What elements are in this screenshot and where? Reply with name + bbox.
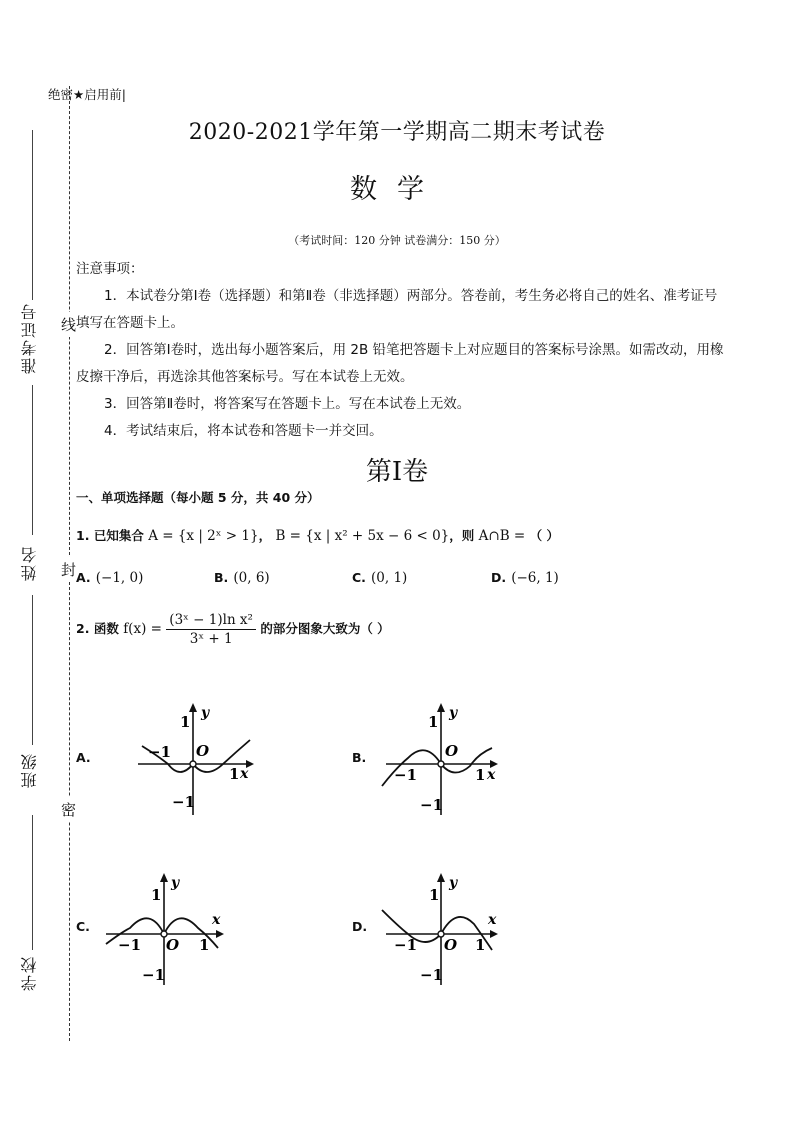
x-axis-label: x bbox=[487, 767, 496, 783]
tick-y-top: 1 bbox=[428, 713, 439, 731]
intersection-expr: A∩B = bbox=[478, 528, 526, 544]
origin-label: O bbox=[444, 936, 458, 954]
margin-label-exam-number: 准考证号 bbox=[20, 302, 39, 374]
option-c[interactable] bbox=[352, 567, 407, 586]
x-axis-arrow bbox=[216, 930, 224, 938]
tick-y-bottom: −1 bbox=[420, 966, 444, 984]
question-1-stem bbox=[76, 526, 559, 544]
y-axis-label: y bbox=[449, 705, 458, 721]
function-lhs: f(x) = bbox=[123, 621, 162, 637]
graph-a[interactable] bbox=[130, 700, 260, 820]
x-axis-label: x bbox=[240, 766, 249, 782]
question-number: 1. bbox=[76, 528, 90, 543]
seal-char-secret: 密 bbox=[61, 797, 76, 822]
notice-item-1: 1．本试卷分第Ⅰ卷（选择题）和第Ⅱ卷（非选择题）两部分。答卷前，考生务必将自己的姓名、准考证号填写在答题卡上。 bbox=[76, 288, 718, 331]
option-label: D. bbox=[491, 570, 507, 585]
question-text: 的部分图象大致为（ ） bbox=[260, 621, 390, 636]
x-axis-label: x bbox=[212, 912, 221, 928]
graph-c[interactable] bbox=[100, 870, 230, 990]
tick-y-bottom: −1 bbox=[172, 793, 196, 811]
question-2-stem bbox=[76, 612, 390, 647]
x-axis-label: x bbox=[488, 912, 497, 928]
notice-item-4: 4．考试结束后，将本试卷和答题卡一并交回。 bbox=[104, 423, 383, 439]
set-b: B = {x | x² + 5x − 6 < 0} bbox=[275, 528, 450, 544]
y-axis-arrow bbox=[437, 873, 445, 882]
tick-y-bottom: −1 bbox=[142, 966, 166, 984]
notice-heading: 注意事项： bbox=[76, 261, 144, 277]
question-number: 2. bbox=[76, 621, 90, 636]
y-axis-arrow bbox=[437, 703, 445, 712]
graph-b[interactable] bbox=[378, 700, 508, 820]
exam-info: （考试时间：120 分钟 试卷满分：150 分） bbox=[288, 234, 506, 247]
tick-y-top: 1 bbox=[429, 886, 440, 904]
margin-underline-class bbox=[32, 595, 33, 745]
question-text: 已知集合 bbox=[93, 528, 144, 543]
graph-d[interactable] bbox=[378, 870, 508, 990]
question-text: 函数 bbox=[93, 621, 119, 636]
exam-title: 2020-2021学年第一学期高二期末考试卷 bbox=[188, 120, 606, 145]
option-value: (−1, 0) bbox=[95, 570, 144, 586]
option-value: (0, 1) bbox=[371, 570, 408, 586]
set-a: A = {x | 2ˣ > 1} bbox=[148, 528, 259, 544]
tick-x-left: −1 bbox=[118, 936, 142, 954]
option-label: C. bbox=[352, 570, 366, 585]
tick-x-left: −1 bbox=[394, 936, 418, 954]
fraction-numerator: (3ˣ − 1)ln x² bbox=[166, 612, 256, 630]
tick-x-right: 1 bbox=[229, 765, 240, 783]
function-fraction bbox=[166, 612, 256, 647]
graph-option-a-label[interactable]: A. bbox=[76, 750, 91, 765]
tick-y-top: 1 bbox=[180, 713, 191, 731]
option-value: (−6, 1) bbox=[511, 570, 559, 586]
option-d[interactable] bbox=[491, 567, 559, 586]
tick-y-bottom: −1 bbox=[420, 796, 444, 814]
x-axis-arrow bbox=[490, 930, 498, 938]
question-text: ，则 bbox=[449, 528, 475, 543]
graph-option-d-label[interactable]: D. bbox=[352, 919, 368, 934]
origin-label: O bbox=[196, 742, 210, 760]
notice-item-2: 2．回答第Ⅰ卷时，选出每小题答案后，用 2B 铅笔把答题卡上对应题目的答案标号涂黑。如需改动，用橡皮擦干净后，再选涂其他答案标号。写在本试卷上无效。 bbox=[76, 342, 724, 385]
origin-label: O bbox=[166, 936, 180, 954]
answer-paren: （ ） bbox=[529, 528, 559, 543]
y-axis-label: y bbox=[201, 705, 210, 721]
seal-char-line: 线 bbox=[61, 312, 76, 337]
seal-char-seal: 封 bbox=[61, 557, 76, 582]
option-value: (0, 6) bbox=[233, 570, 270, 586]
volume-title: 第Ⅰ卷 bbox=[365, 457, 429, 487]
tick-x-right: 1 bbox=[475, 766, 486, 784]
option-label: B. bbox=[214, 570, 229, 585]
tick-x-right: 1 bbox=[199, 936, 210, 954]
margin-underline-exam-number bbox=[32, 130, 33, 300]
graph-option-b-label[interactable]: B. bbox=[352, 750, 367, 765]
option-b[interactable] bbox=[214, 567, 270, 586]
y-axis-arrow bbox=[189, 703, 197, 712]
subject-title: 数学 bbox=[350, 174, 444, 205]
option-label: A. bbox=[76, 570, 91, 585]
tick-y-top: 1 bbox=[151, 886, 162, 904]
margin-label-name: 姓名 bbox=[20, 545, 39, 581]
margin-label-class: 班级 bbox=[20, 752, 39, 788]
secret-label: 绝密★启用前| bbox=[48, 87, 126, 102]
tick-x-right: 1 bbox=[475, 936, 486, 954]
separator: ， bbox=[258, 528, 272, 543]
margin-underline-school bbox=[32, 815, 33, 950]
fraction-denominator: 3ˣ + 1 bbox=[189, 631, 233, 647]
tick-x-left: −1 bbox=[148, 743, 172, 761]
origin-label: O bbox=[445, 742, 459, 760]
margin-label-school: 学校 bbox=[20, 955, 39, 991]
y-axis-arrow bbox=[160, 873, 168, 882]
y-axis-label: y bbox=[449, 875, 458, 891]
origin-hole bbox=[190, 761, 196, 767]
y-axis-label: y bbox=[171, 875, 180, 891]
notice-item-3: 3．回答第Ⅱ卷时，将答案写在答题卡上。写在本试卷上无效。 bbox=[104, 396, 471, 412]
origin-hole bbox=[438, 761, 444, 767]
graph-option-c-label[interactable]: C. bbox=[76, 919, 90, 934]
notice-block bbox=[76, 256, 726, 445]
option-a[interactable] bbox=[76, 567, 143, 586]
tick-x-left: −1 bbox=[394, 766, 418, 784]
section-heading: 一、单项选择题（每小题 5 分，共 40 分） bbox=[76, 490, 320, 505]
